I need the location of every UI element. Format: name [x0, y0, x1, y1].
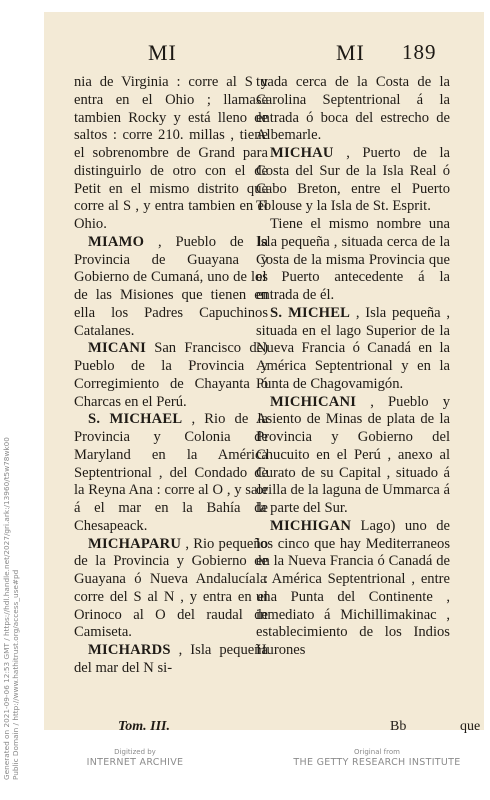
dictionary-entry [256, 145, 450, 216]
dictionary-entry [256, 394, 450, 518]
entry-text: , Isla pequeña , situada en el lago Superior de la Nueva Francia ó Canadá en la América Septentrional y en la Punta de Chagovamigón. [256, 304, 450, 392]
dictionary-entry [74, 234, 268, 341]
continuation-text: nia de Virginia : corre al S y entra en el Ohio ; llamase tambien Rocky y está lleno de saltos : corre 210. millas , tiene el sobrenombre de Grand para distinguirlo de otro con el de Petit en el mismo distrito que corre al S , y entra tambien en el Ohio. [74, 74, 268, 232]
entry-text: , Pueblo y Asiento de Minas de plata de la Provincia y Gobierno del Chucuito en el Perú , anexo al Curato de su Capital , situado á orilla de la laguna de Ummarca á la parte del Sur. [256, 393, 450, 516]
volume-label: Tom. III. [118, 719, 171, 734]
public-domain-notice: Public Domain / http://www.hathitrust.org/access_use#pd [11, 569, 20, 780]
entry-text: , Isla pequeña del mar del N si- [74, 642, 268, 676]
entry-text: , Rio de la Provincia y Colonia de Maryland en la América Septentrional , del Condado de la Reyna Ana : corre al O , y sale á el mar en la Bahía de Chesapeack. [74, 411, 269, 534]
signature-mark: Bb [390, 719, 407, 734]
dictionary-entry [256, 518, 450, 660]
entry-text: , Rio pequeño de la Provincia y Gobierno de Guayana ó Nueva Andalucía : corre del S al N , y entra en el Orinoco al O del raudal de Camiseta. [74, 535, 268, 641]
entry-headword: S. MICHAEL [88, 411, 183, 428]
entry-headword: MICHAU [270, 145, 334, 161]
left-column [74, 74, 268, 678]
catchword: que [460, 719, 481, 734]
entry-headword: MICHICANI [270, 393, 357, 410]
entry-headword: MIAMO [88, 233, 145, 250]
continuation-text: tuada cerca de la Costa de la Carolina Septentrional á la entrada ó boca del estrecho de Albemarle. [256, 74, 450, 144]
running-header [44, 40, 484, 70]
getty-institute-label: THE GETTY RESEARCH INSTITUTE [293, 757, 461, 768]
entry-headword: S. MICHEL [270, 304, 351, 321]
entry-headword: MICANI [88, 340, 146, 357]
entry-text: Tiene el mismo nombre una Isla pequeña , situada cerca de la Costa de la misma Provincia que el Puerto antecedente á la entrada de él. [256, 216, 450, 303]
entry-text: San Francisco de) Pueblo de la Provincia y Corregimiento de Chayanta ó Charcas en el Perú. [74, 340, 268, 410]
book-page [44, 12, 484, 734]
dictionary-entry [74, 642, 268, 678]
digitized-by-label: Digitized by [114, 748, 156, 756]
entry-headword: MICHARDS [88, 642, 171, 658]
dictionary-entry [256, 305, 450, 394]
dictionary-entry [256, 216, 450, 305]
side-notice [2, 437, 20, 780]
entry-text: , Puerto de la Costa del Sur de la Isla Real ó Cabo Breton, entre el Puerto Tolouse y la Isla de St. Esprit. [256, 145, 450, 215]
digitizer-credit [60, 748, 210, 768]
header-right-guide-word: MI [336, 40, 365, 65]
entry-text: , Pueblo de la Provincia de Guayana y Gobierno de Cumaná, uno de los de las Misiones que tienen en ella los Padres Capuchinos Catalanes. [74, 233, 268, 339]
page-number: 189 [402, 40, 437, 64]
entry-headword: MICHIGAN [270, 517, 352, 534]
generation-notice: Generated on 2021-09-06 12:53 GMT / https://hdl.handle.net/2027/gri.ark:/13960/t5w78wk00 [2, 437, 11, 780]
original-from-label: Original from [354, 748, 400, 756]
dictionary-entry [74, 411, 268, 535]
entry-text: Lago) uno de los cinco que hay Mediterraneos en la Nueva Francia ó Canadá de la América Septentrional , entre una Punta del Continente , inmediato á Michillimakinac , establecimiento de los Indios Hurones [256, 517, 450, 658]
source-credit [282, 748, 472, 768]
dictionary-entry [74, 536, 268, 643]
right-column [256, 74, 450, 660]
header-left-guide-word: MI [148, 40, 177, 65]
entry-headword: MICHAPARU [88, 535, 182, 552]
internet-archive-label: INTERNET ARCHIVE [86, 757, 184, 768]
dictionary-entry [74, 340, 268, 411]
